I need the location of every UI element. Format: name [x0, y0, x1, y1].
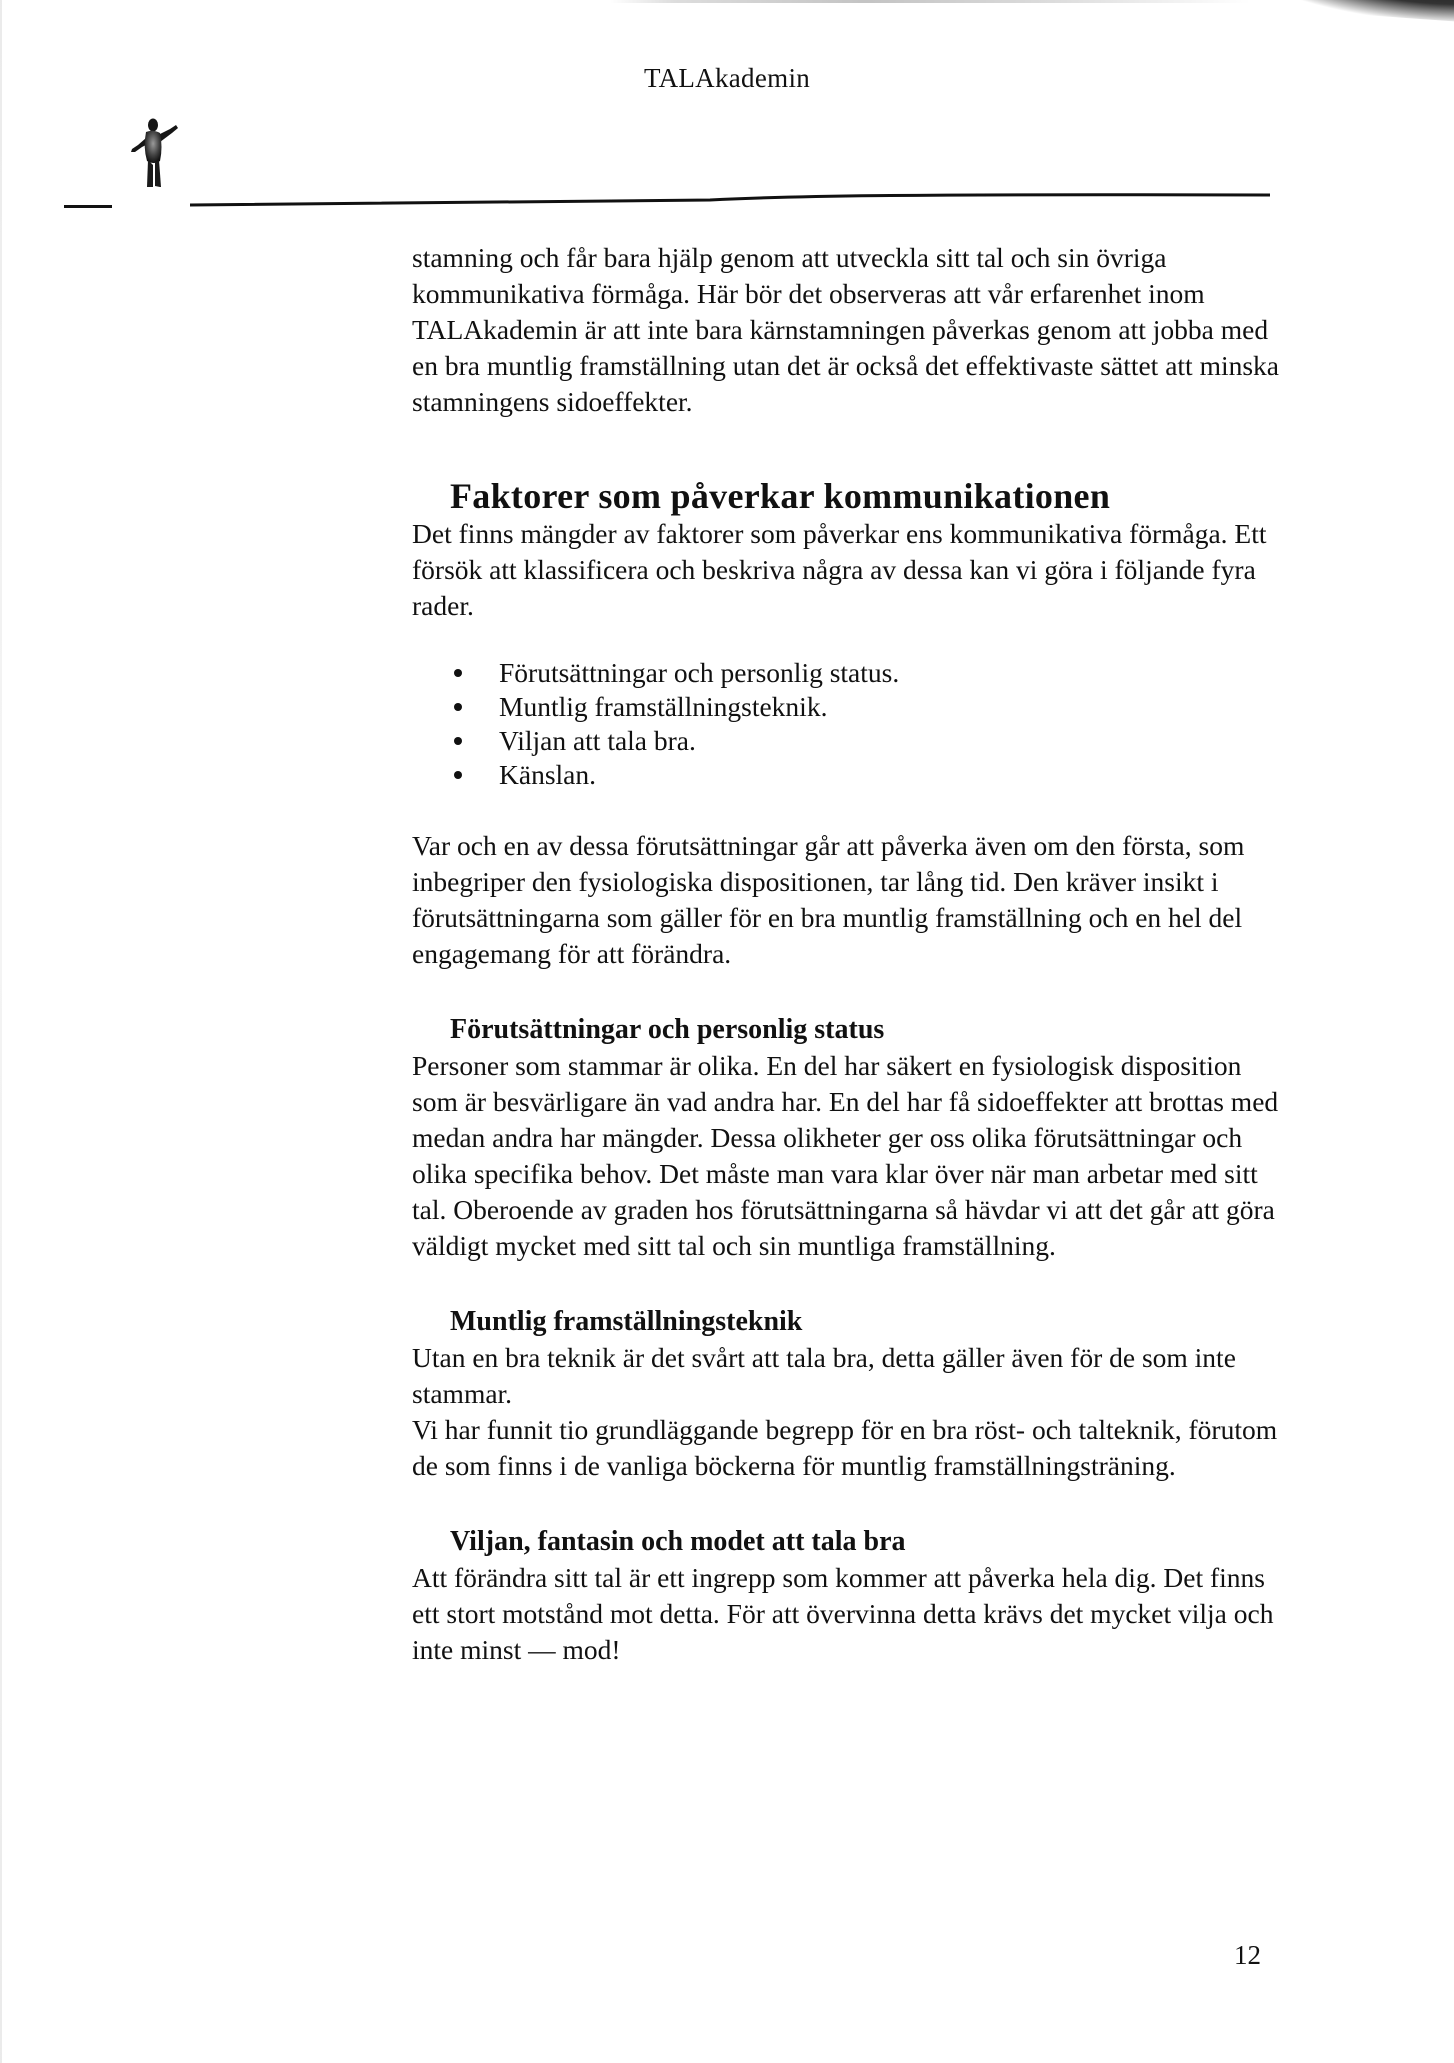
list-item-text: Känslan. — [499, 759, 596, 790]
intro-paragraph: stamning och får bara hjälp genom att utveckla sitt tal och sin övriga kommunikativa förmåga. Här bör det observeras att vår erfarenhet inom TALAkademin är att inte bara kärnstamningen påverkas genom att jobba med en bra muntlig framställning utan det är också det effektivaste sättet att minska stamningens sidoeffekter. — [412, 242, 1280, 417]
page-body — [412, 240, 1292, 1668]
subsection-paragraph: Personer som stammar är olika. En del har säkert en fysiologisk disposition som är besvärligare än vad andra har. En del har få sidoeffekter att brottas med medan andra har mängder. Dessa olikheter ger oss olika förutsättningar och olika specifika behov. Det måste man vara klar över när man arbetar med sitt tal. Oberoende av graden hos förutsättningarna så hävdar vi att det går att göra väldigt mycket med sitt tal och sin muntliga framställning. — [412, 1050, 1279, 1261]
section-factors — [412, 476, 1292, 972]
spacer — [412, 1264, 1292, 1304]
list-item-text: Förutsättningar och personlig status. — [499, 657, 900, 688]
subsection-paragraph: Utan en bra teknik är det svårt att tala bra, detta gäller även för de som inte stammar. — [412, 1342, 1236, 1409]
spacer — [412, 972, 1292, 1012]
subsection-paragraph: Att förändra sitt tal är ett ingrepp som kommer att påverka hela dig. Det finns ett stort motstånd mot detta. För att övervinna detta krävs det mycket vilja och inte minst — mod! — [412, 1562, 1274, 1665]
header-rule — [190, 188, 1270, 208]
bullet-icon — [454, 703, 462, 711]
subsection-heading: Muntlig framställningsteknik — [450, 1306, 803, 1337]
list-item — [454, 724, 1292, 758]
followup-paragraph: Var och en av dessa förutsättningar går att påverka även om den första, som inbegriper den fysiologiska dispositionen, tar lång tid. Den kräver insikt i förutsättningarna som gäller för en bra muntlig framställning och en hel del engagemang för att förändra. — [412, 830, 1245, 969]
list-item-text: Muntlig framställningsteknik. — [499, 691, 828, 722]
subsection-paragraph: Vi har funnit tio grundläggande begrepp för en bra röst- och talteknik, förutom de som finns i de vanliga böckerna för muntlig framställningsträning. — [412, 1414, 1278, 1481]
person-silhouette-icon — [100, 115, 190, 197]
list-item — [454, 656, 1292, 690]
page-number: 12 — [1234, 1940, 1261, 1970]
subsection-will — [412, 1524, 1292, 1668]
list-item — [454, 758, 1292, 792]
section-heading: Faktorer som påverkar kommunikationen — [450, 476, 1111, 516]
spacer — [412, 1484, 1292, 1524]
spacer — [412, 624, 1292, 656]
scan-edge-artifact — [0, 0, 2, 2063]
bullet-icon — [454, 737, 462, 745]
subsection-prerequisites — [412, 1012, 1292, 1264]
running-title: TALAkademin — [643, 63, 811, 93]
subsection-technique — [412, 1304, 1292, 1484]
spacer — [412, 420, 1292, 476]
subsection-heading: Förutsättningar och personlig status — [450, 1014, 885, 1045]
factor-list — [412, 656, 1292, 792]
subsection-heading: Viljan, fantasin och modet att tala bra — [450, 1526, 906, 1557]
bullet-icon — [454, 771, 462, 779]
list-item-text: Viljan att tala bra. — [499, 725, 696, 756]
spacer — [412, 792, 1292, 828]
section-paragraph: Det finns mängder av faktorer som påverkar ens kommunikativa förmåga. Ett försök att klassificera och beskriva några av dessa kan vi göra i följande fyra rader. — [412, 518, 1267, 621]
header-rule-left — [64, 205, 112, 208]
scan-corner-artifact — [1253, 0, 1454, 23]
list-item — [454, 690, 1292, 724]
bullet-icon — [454, 669, 462, 677]
scan-top-artifact — [610, 0, 1250, 3]
